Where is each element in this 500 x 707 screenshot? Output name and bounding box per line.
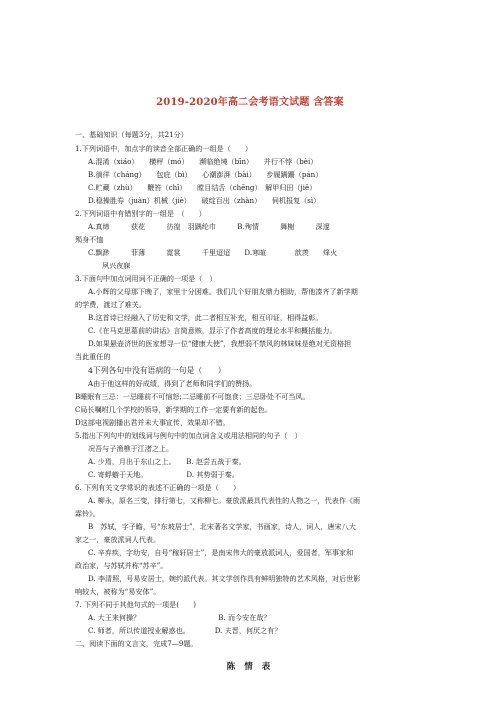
answer-option-continued: 当此重任的 bbox=[75, 352, 111, 361]
question-stem: 5.指出下列句中的划线词与例句中的加点词含义或用法相同的句子（ ） bbox=[75, 431, 302, 440]
answer-option: A. 柳永，原名三变，排行第七，又称柳七。豪放派最具代表性的人物之一，代表作《雨 bbox=[88, 496, 361, 505]
answer-option: D这部电视剧播出君并未大事宣传，效果却不错。 bbox=[75, 418, 230, 427]
passage-title: 陈 情 表 bbox=[226, 662, 274, 672]
answer-option-continued: 的学费，渡过了难关。 bbox=[75, 300, 146, 309]
answer-option-continued: 夙兴夜寐 bbox=[102, 261, 131, 270]
answer-option: A.小辉的父母那下晚了，家里十分困难。我们几个好朋友鼎力相助，帮他凑齐了新学期 bbox=[88, 287, 358, 296]
example-sentence: 况吾与子渔樵于江渚之上。 bbox=[88, 444, 174, 453]
section-heading: 二、阅读下面的文言文，完成7—9题。 bbox=[75, 639, 198, 648]
answer-option: C. 寄蜉蝣于天地。 D. 其势弱于秦。 bbox=[88, 470, 239, 479]
answer-option-continued: 响较大，被称为“易安体”。 bbox=[75, 587, 161, 596]
question-stem: 3.下面句中加点词用词不正确的一项是（ ） bbox=[75, 274, 217, 283]
question-stem: 1.下列词语中，加点字的读音全部正确的一组是（ ） bbox=[75, 144, 253, 153]
answer-option: C.《在马克思墓前的讲话》言简意赅，显示了作者高度的理论水平和概括能力。 bbox=[88, 326, 337, 335]
question-stem: 7. 下列不同于其他句式的一项是( ) bbox=[75, 600, 196, 609]
answer-option-continued: 家之一，豪放派词人代表。 bbox=[75, 535, 161, 544]
answer-option: B.这首诗已经融入了历史和文学，此二者相互补充，相互印证，相得益彰。 bbox=[88, 313, 323, 322]
answer-option: A由于他这样的好成绩，得到了老师和同学们的赞扬。 bbox=[88, 379, 257, 388]
answer-option: C. 辛弃疾，字幼安，自号“稼轩居士”，是南宋伟大的豪放派词人，爱国者，军事家和 bbox=[88, 548, 354, 557]
answer-option: C局长嘱咐几个学校的领导，新学期的工作一定要有新的起色。 bbox=[75, 405, 272, 414]
answer-option: A. 大王来何操？ B. 而今安在哉？ bbox=[88, 613, 271, 622]
section-heading: 一、基础知识（每题3分，共21分） bbox=[75, 130, 188, 139]
answer-option: A.混淆（xiáo） 横秤（mó） 濒临绝境（bīn） 并行不悖（bèi） bbox=[88, 157, 318, 166]
answer-option: A.真缔 获花 彷徨 羽踽纶巾 B.殉情 舞榭 深邃 bbox=[88, 222, 330, 231]
answer-option: A. 少焉，月出于东山之上。 B. 赵尝五战于秦。 bbox=[88, 457, 246, 466]
answer-option: B 苏轼，字子瞻，号“东坡居士”，北宋著名文学家，书画家，诗人，词人，唐宋八大 bbox=[88, 522, 356, 531]
answer-option-continued: 霖铃》。 bbox=[75, 509, 100, 518]
answer-option: D.如果悬壶济世的医家想寻一位“健康大使”，我想弱不禁风的林妹妹是绝对无资格担 bbox=[88, 339, 352, 348]
answer-option-continued: 殒身不恤 bbox=[75, 235, 104, 244]
answer-option: C.飘渺 菲薄 霓裳 千里迢迢 D.寒暄 歆羡 烽火 bbox=[88, 248, 338, 257]
answer-option: D.稳操胜券（juàn）机械（jiè） 破绽百出（zhàn） 伺机报复（sì） bbox=[88, 196, 321, 205]
answer-option: D. 李清照，号易安居士，婉约派代表。其文学创作具有鲜明独特的艺术风格，对后世影 bbox=[88, 574, 361, 583]
answer-option-continued: 政治家，与苏轼并称“苏辛”。 bbox=[75, 561, 168, 570]
question-stem: 2.下列词语中有错别字的一组是 （ ） bbox=[75, 209, 206, 218]
question-stem: 4下列各句中没有语病的一句是（ ） bbox=[88, 366, 226, 375]
answer-option: C. 师者，所以传道授业解惑也。 D. 夫晋，何厌之有？ bbox=[88, 626, 282, 635]
answer-option: B.徜徉（cháng） 包庇（bì） 心潮澎湃（bài） 步履蹒跚（pán） bbox=[88, 170, 323, 179]
question-stem: 6. 下列有关文学常识的表述不正确的一项是（ ） bbox=[75, 483, 241, 492]
document-title: 2019-2020年高二会考语文试题 含答案 bbox=[156, 97, 344, 108]
answer-option: B睡眠有三忌：一忌睡前不可恼怒;二忌睡前不可饱食；三忌卧处不可当风。 bbox=[75, 392, 310, 401]
answer-option: C.贮藏（zhù） 鞭笞（chī） 瞠目结舌（chēng） 解甲归田（jiě） bbox=[88, 183, 317, 192]
